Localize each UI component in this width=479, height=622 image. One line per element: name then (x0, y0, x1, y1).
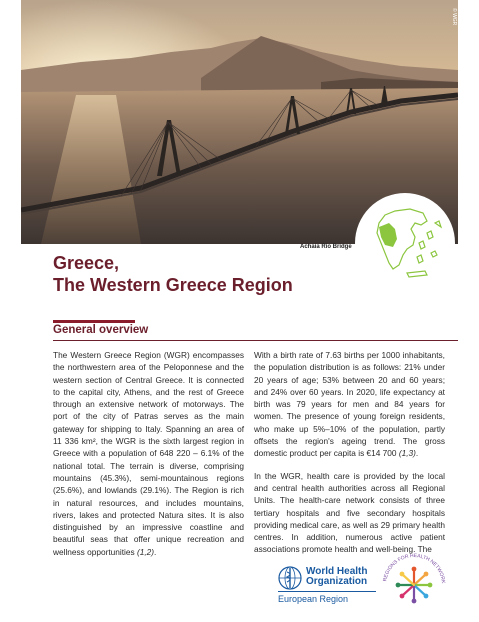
paragraph: With a birth rate of 7.63 births per 1000 inhabitants, the population distribution is as follows: 21% under 20 years of age; 53% between 20 and 60 years; and 24% over 60 years. In 2020, life expectancy at birth was 79 years for men and 84 years for women. The presence of young foreign residents, who make up 5%–10% of the population, partly offsets the region's ageing trend. The gross domestic product per capita is €14 700 (1,3). (254, 350, 445, 459)
paragraph: The Western Greece Region (WGR) encompasses the northwestern area of the Peloponnese and the western section of Central Greece. It is connected to the capital city, Athens, and the rest of Greece through an extensive network of motorways. The port of the city of Patras serves as the main gateway for shipping to Italy. Spanning an area of 11 336 km², the WGR is the sixth largest region in Greece with a population of 648 220 – 6.1% of the national total. The terrain is diverse, comprising mountains (45.3%), semi-mountainous regions (25.6%), and lowlands (29.1%). The Region is rich in natural resources, and includes mountains, rivers, lakes and protected Natura sites. It is also distinguished by an impressive coastline and beautiful seas that offer unique recreation and wellness opportunities (1,2). (53, 350, 244, 557)
right-column (254, 349, 445, 566)
rhn-emblem-icon (380, 553, 448, 617)
who-name: World Health Organization (306, 566, 368, 587)
greece-map-icon (355, 193, 455, 293)
greece-map (355, 193, 455, 293)
regions-for-health-logo (380, 553, 448, 617)
title-line-1: Greece, (53, 253, 120, 273)
who-divider (278, 591, 376, 592)
reference: (1,2) (136, 546, 154, 557)
left-column (53, 349, 244, 568)
section-divider (53, 340, 458, 341)
who-region: European Region (278, 594, 349, 604)
who-logo (278, 566, 378, 606)
photo-caption: Achaia Rio Bridge (300, 244, 352, 250)
photo-credit: © WGR (451, 8, 457, 26)
paragraph: In the WGR, health care is provided by the local and central health authorities across all Regional Units. The health-care network consists of three tertiary hospitals and five secondary hospitals providing medical care, as well as 29 primary health centres. In addition, numerous active patient associations promote health and well-being. The (254, 470, 445, 555)
title-accent-bar (53, 320, 135, 323)
page-title (53, 252, 293, 296)
title-line-2: The Western Greece Region (53, 275, 293, 295)
reference: (1,3) (398, 448, 416, 459)
rhn-text: REGIONS FOR HEALTH NETWORK (382, 553, 446, 584)
who-emblem-icon (278, 566, 302, 590)
section-heading: General overview (53, 324, 149, 336)
